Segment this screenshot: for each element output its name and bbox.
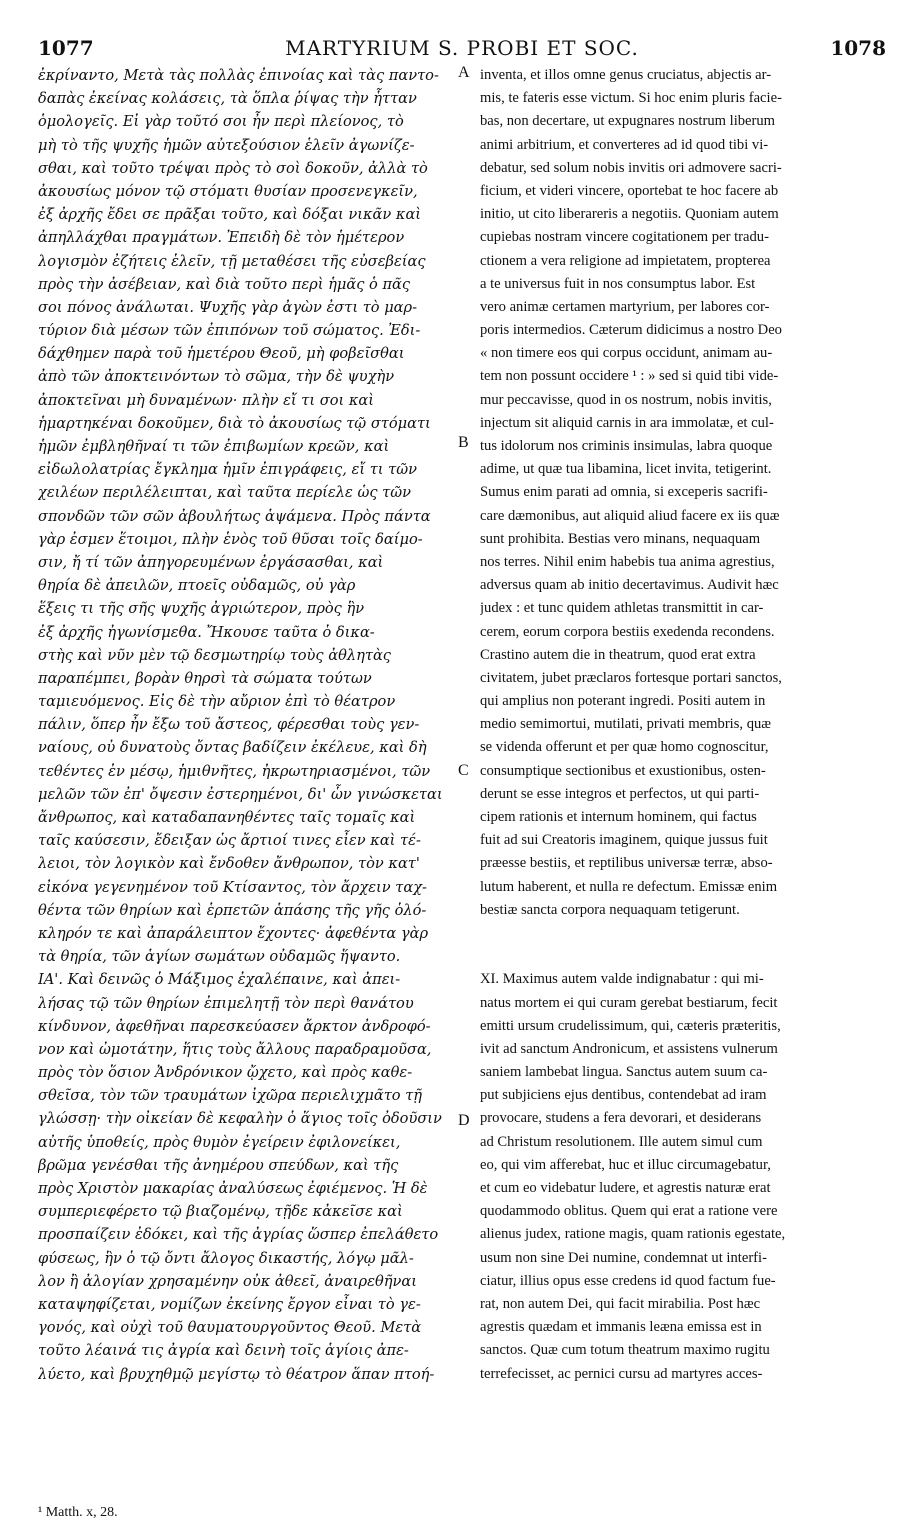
latin-line: cupiebas nostram vincere cogitationem per tradu-: [480, 229, 769, 246]
greek-line: αὐτῆς ὑποθείς, πρὸς θυμὸν ἐγείρειν ἐφιλονείκει,: [38, 1133, 401, 1151]
margin-marker-d: D: [458, 1112, 470, 1129]
greek-line: ἡμῶν ἐμβληθῆναί τι τῶν ἐπιβωμίων κρεῶν, καὶ: [38, 438, 390, 455]
latin-line: bas, non decertare, ut expugnares nostrum liberum: [480, 113, 776, 130]
latin-line: Crastino autem die in theatrum, quod erat extra: [480, 646, 756, 663]
greek-line: γὰρ ἐσμεν ἕτοιμοι, πλὴν ἑνὸς τοῦ θῦσαι τοῖς δαίμο-: [38, 530, 423, 548]
greek-line: σθεῖσα, τὸν τῶν τραυμάτων ἰχῶρα περιελιχμᾶτο τῇ: [38, 1087, 423, 1105]
greek-line: λειοι, τὸν λογικὸν καὶ ἔνδοθεν ἄνθρωπον, τὸν κατ': [38, 855, 420, 873]
margin-marker-b: B: [458, 434, 469, 451]
greek-line: χειλέων περιλέλειπται, καὶ ταῦτα περίελε ὡς τῶν: [38, 484, 412, 502]
latin-line: ad Christum resolutionem. Ille autem simul cum: [480, 1133, 763, 1150]
greek-line: δάχθημεν παρὰ τοῦ ἡμετέρου Θεοῦ, μὴ φοβεῖσθαι: [38, 345, 405, 363]
greek-line: ἀκουσίως μόνον τῷ στόματι θυσίαν προσενεγκεῖν,: [38, 182, 418, 200]
latin-line: derunt se esse integros et perfectos, ut qui parti-: [480, 785, 760, 802]
latin-line: inventa, et illos omne genus cruciatus, abjectis ar-: [480, 67, 772, 83]
latin-line: se videnda offerunt et per quæ homo cognoscitur,: [480, 739, 769, 756]
latin-line: poris intermedios. Cæterum didicimus a nostro Deo: [480, 322, 782, 339]
greek-line: σπονδῶν τῶν σῶν ἀβουλήτως ἁψάμενα. Πρὸς πάντα: [38, 507, 431, 525]
greek-line: ἄνθρωπος, καὶ καταδαπανηθέντες ταῖς τομαῖς καὶ: [38, 809, 416, 826]
greek-line: γλώσσῃ· τὴν οἰκείαν δὲ κεφαλὴν ὁ ἅγιος τοῖς ὀδοῦσιν: [38, 1110, 442, 1128]
greek-line: λήσας τῷ τῶν θηρίων ἐπιμελητῇ τὸν περὶ θανάτου: [38, 994, 414, 1012]
latin-line: et cum eo videbatur ludere, et agrestis naturæ erat: [480, 1180, 771, 1196]
greek-line: ἐξ ἀρχῆς ἠγωνίσμεθα. Ἤκουσε ταῦτα ὁ δικα-: [38, 623, 375, 641]
latin-line: ficium, et videri vincere, oportebat te hoc facere ab: [480, 182, 779, 199]
latin-line: eo, qui vim afferebat, huc et illuc circumagebatur,: [480, 1156, 771, 1173]
greek-line: ταῖς καύσεσιν, ἔδειξαν ὡς ἄρτιοί τινες εἶεν καὶ τέ-: [38, 832, 421, 850]
greek-line: λον ἢ ἀλογίαν χρησαμένην οὐκ ἀθεεῖ, ἀναιρεθῆναι: [38, 1272, 417, 1290]
greek-line: ἐκρίναντο, Μετὰ τὰς πολλὰς ἐπινοίας καὶ τὰς παντο-: [38, 67, 439, 84]
greek-line: ἡμαρτηκέναι δοκοῦμεν, διὰ τὸ ἀκουσίως τῷ στόματι: [38, 414, 431, 432]
greek-line: ἕξεις τι τῆς σῆς ψυχῆς ἀγριώτερον, πρὸς ἣν: [38, 600, 365, 618]
greek-line: λογισμὸν ἐζήτεις ἑλεῖν, τῇ μεταθέσει τῆς εὐσεβείας: [38, 252, 426, 270]
greek-line: τὰ θηρία, τῶν ἁγίων σωμάτων οὐδαμῶς ἥψαντο.: [38, 948, 401, 966]
greek-line: ὁμολογεῖς. Εἰ γὰρ τοῦτό σοι ἦν περὶ πλείονος, τὸ: [38, 113, 404, 131]
latin-line: qui amplius non poterant ingredi. Positi autem in: [480, 693, 766, 710]
latin-line: vero animæ certamen martyrium, per labores cor-: [480, 298, 770, 315]
running-title: MARTYRIUM S. PROBI ET SOC.: [285, 36, 639, 60]
page-number-left: 1077: [38, 36, 94, 60]
greek-line: ἀποκτεῖναι μὴ δυναμένων· πλὴν εἴ τι σοι καὶ: [38, 391, 374, 409]
latin-line: consumptique sectionibus et exustionibus, osten-: [480, 762, 766, 779]
greek-line: σθαι, καὶ τοῦτο τρέψαι πρὸς τὸ σοὶ δοκοῦν, ἀλλὰ τὸ: [38, 159, 428, 177]
latin-line: judex : et tunc quidem athletas transmittit in car-: [480, 600, 764, 617]
greek-line: νον καὶ ὠμοτάτην, ἥτις τοὺς ἄλλους παραδραμοῦσα,: [38, 1040, 432, 1058]
latin-line: tus idolorum nos criminis insimulas, labra quoque: [480, 438, 773, 454]
greek-line: ταμιευόμενος. Εἰς δὲ τὴν αὔριον ἐπὶ τὸ θέατρον: [38, 693, 396, 711]
greek-line: λύετο, καὶ βρυχηθμῷ μεγίστῳ τὸ θέατρον ἅπαν πτοή-: [38, 1365, 435, 1383]
greek-line: δαπὰς ἐκείνας κολάσεις, τὰ ὅπλα ῥίψας τὴν ἧτταν: [38, 90, 417, 108]
page-header: [38, 36, 886, 66]
greek-line: κίνδυνον, ἀφεθῆναι παρεσκεύασεν ἄρκτον ἀνδροφό-: [38, 1017, 431, 1035]
greek-line: στὴς καὶ νῦν μὲν τῷ δεσμωτηρίῳ τοὺς ἀθλητὰς: [38, 646, 391, 664]
latin-line: « non timere eos qui corpus occidunt, animam au-: [480, 345, 773, 362]
latin-line: præesse bestiis, et reptilibus universæ terræ, abso-: [480, 855, 773, 872]
greek-line: ΙΑ'. Καὶ δεινῶς ὁ Μάξιμος ἐχαλέπαινε, καὶ ἀπει-: [38, 971, 401, 989]
greek-line: τεθέντες ἐν μέσῳ, ἡμιθνῆτες, ἠκρωτηριασμένοι, τῶν: [38, 762, 431, 780]
greek-line: τοῦτο λέαινά τις ἀγρία καὶ δεινὴ τοῖς ἁγίοις ἀπε-: [38, 1342, 409, 1360]
greek-line: προσπαίζειν ἐδόκει, καὶ τῆς ἀγρίας ὥσπερ ἐπελάθετο: [38, 1226, 439, 1244]
greek-line: πάλιν, ὅπερ ἦν ἔξω τοῦ ἄστεος, φέρεσθαι τοὺς γεν-: [38, 716, 420, 734]
margin-marker-a: A: [458, 64, 470, 81]
greek-line: εἰκόνα γεγενημένον τοῦ Κτίσαντος, τὸν ἄρχειν ταχ-: [38, 878, 427, 896]
latin-line: adversus quam ab initio decertavimus. Audivit hæc: [480, 577, 779, 594]
greek-line: σοι πόνος ἀνάλωται. Ψυχῆς γὰρ ἀγὼν ἐστι τὸ μαρ-: [38, 298, 418, 316]
greek-line: μελῶν τῶν ἐπ' ὄψεσιν ἐστερημένοι, δι' ὧν γινώσκεται: [38, 785, 443, 803]
latin-line: mis, te fateris esse victum. Si hoc enim pluris facie-: [480, 90, 782, 107]
latin-line: provocare, studens a fera devorari, et desiderans: [480, 1110, 762, 1127]
greek-line: ἀπὸ τῶν ἀποκτεινόντων τὸ σῶμα, τὴν δὲ ψυχὴν: [38, 368, 395, 386]
latin-line: nos terres. Nihil enim habebis tua anima agrestius,: [480, 553, 775, 570]
greek-line: μὴ τὸ τῆς ψυχῆς ἡμῶν αὐτεξούσιον ἑλεῖν ἀγωνίζε-: [38, 136, 415, 154]
latin-line: XI. Maximus autem valde indignabatur : qui mi-: [480, 971, 764, 988]
greek-line: πρὸς τὸν ὅσιον Ἀνδρόνικον ᾤχετο, καὶ πρὸς καθε-: [38, 1064, 413, 1082]
latin-line: [480, 945, 882, 968]
greek-line: φύσεως, ἣν ὁ τῷ ὄντι ἄλογος δικαστής, λόγῳ μᾶλ-: [38, 1249, 414, 1267]
latin-line: cipem rationis et internum hominem, qui factus: [480, 809, 757, 825]
greek-line: θέντα τῶν θηρίων καὶ ἑρπετῶν ἁπάσης τῆς γῆς ὁλό-: [38, 901, 427, 919]
latin-line: fuit ad sui Creatoris imaginem, quique jussus fuit: [480, 832, 768, 849]
latin-line: Sumus enim parati ad omnia, si exceperis sacrifi-: [480, 484, 768, 501]
latin-line: rat, non autem Dei, qui facit mirabilia. Post hæc: [480, 1295, 761, 1312]
greek-line: πρὸς τὴν ἀσέβειαν, καὶ διὰ τοῦτο περὶ ἡμᾶς ὁ πᾶς: [38, 275, 411, 293]
greek-line: συμπεριεφέρετο τῷ βιαζομένῳ, τῇδε κἀκεῖσε καὶ: [38, 1203, 403, 1221]
latin-line: sanctos. Quæ cum totum theatrum maximo rugitu: [480, 1342, 770, 1359]
greek-line: θηρία δὲ ἀπειλῶν, πτοεῖς οὐδαμῶς, οὐ γὰρ: [38, 577, 356, 595]
latin-line: agrestis quædam et immanis leæna emissa est in: [480, 1319, 762, 1336]
latin-line: cerem, eorum corpora bestiis exedenda recondens.: [480, 623, 775, 640]
greek-line: παραπέμπει, βορὰν θηρσὶ τὰ σώματα τούτων: [38, 669, 372, 687]
latin-line: lutum haberent, et nulla re defectum. Emissæ enim: [480, 878, 778, 895]
latin-line: saniem lambebat lingua. Sanctus autem suum ca-: [480, 1064, 768, 1081]
latin-line: sunt prohibita. Bestias vero minans, nequaquam: [480, 530, 761, 547]
footnote: ¹ Matth. x, 28.: [38, 1505, 118, 1520]
greek-line: ἐξ ἀρχῆς ἔδει σε πρᾶξαι τοῦτο, καὶ δόξαι νικᾶν καὶ: [38, 206, 422, 224]
greek-line: τύριον διὰ μέσων τῶν ἐπιπόνων τοῦ σώματος. Ἐδι-: [38, 322, 421, 340]
latin-line: quodammodo oblitus. Quem qui erat a ratione vere: [480, 1203, 778, 1220]
latin-line: usum non sine Dei numine, condemnat ut interfi-: [480, 1249, 767, 1266]
greek-line: κληρόν τε καὶ ἀπαράλειπτον ἔχοντες· ἀφεθέντα γὰρ: [38, 924, 429, 942]
latin-line: a te universus fuit in nos consumptus labor. Est: [480, 275, 756, 292]
latin-line: ivit ad sanctum Andronicum, et assistens vulnerum: [480, 1040, 778, 1057]
latin-line: natus mortem ei qui curam gerebat bestiarum, fecit: [480, 994, 778, 1011]
greek-line: καταψηφίζεται, νομίζων ἐκείνης ἔργον εἶναι τὸ γε-: [38, 1295, 421, 1313]
greek-column: [38, 64, 456, 1386]
latin-line: mur peccavisse, quod in os nostrum, nobis invitis,: [480, 391, 772, 408]
latin-line: tem non possunt occidere ¹ : » sed si quid tibi vide-: [480, 368, 779, 385]
latin-line: ctionem a vera religione ad impietatem, propterea: [480, 252, 771, 269]
latin-line: debatur, sed solum nobis invitis ori admovere sacri-: [480, 159, 782, 176]
latin-line: initio, ut cito liberareris a negotiis. Quoniam autem: [480, 206, 779, 223]
greek-line: ναίους, οὐ δυνατοὺς ὄντας βαδίζειν ἐκέλευε, καὶ δὴ: [38, 739, 427, 757]
latin-line: medio semimortui, mutilati, privati membris, quæ: [480, 716, 772, 733]
latin-line: terrefecisset, ac pernici cursu ad martyres acces-: [480, 1365, 763, 1382]
greek-line: σιν, ἤ τί τῶν ἀπηγορευμένων ἐργάσασθαι, καὶ: [38, 553, 384, 571]
margin-marker-c: C: [458, 762, 469, 779]
latin-line: put subjiciens ejus dentibus, contendebat ad iram: [480, 1087, 767, 1104]
latin-line: care dæmonibus, aut aliquid aliud facere ex iis quæ: [480, 507, 780, 524]
latin-line: [480, 922, 882, 945]
greek-line: ἀπηλλάχθαι πραγμάτων. Ἐπειδὴ δὲ τὸν ἡμέτερον: [38, 229, 405, 247]
greek-line: βρῶμα γενέσθαι τῆς ἀνημέρου σπεύδων, καὶ τῆς: [38, 1156, 399, 1174]
latin-line: ciatur, illius opus esse credens id quod factum fue-: [480, 1272, 776, 1289]
greek-line: πρὸς Χριστὸν μακαρίας ἀναλύσεως ἐφιέμενος. Ἡ δὲ: [38, 1180, 428, 1197]
latin-line: bestiæ sancta corpora nequaquam tetigerunt.: [480, 901, 740, 918]
latin-line: civitatem, jubet præclaros fortesque portari sanctos,: [480, 669, 782, 686]
greek-line: γονός, καὶ οὐχὶ τοῦ θαυματουργοῦντος Θεοῦ. Μετὰ: [38, 1319, 422, 1337]
latin-line: emitti ursum crudelissimum, qui, cæteris præteritis,: [480, 1017, 781, 1034]
latin-column: [480, 64, 882, 1386]
page-number-right: 1078: [830, 36, 886, 60]
latin-line: injectum sit aliquid carnis in ara immolatæ, et cul-: [480, 414, 774, 431]
latin-line: animi arbitrium, et converteres ad id quod tibi vi-: [480, 136, 769, 153]
greek-line: εἰδωλολατρίας ἔγκλημα ἡμῖν ἐπιγράφεις, εἴ τι τῶν: [38, 461, 417, 479]
latin-line: alienus judex, ratione magis, quam rationis egestate,: [480, 1226, 786, 1243]
latin-line: adime, ut quæ tua libamina, licet invita, tetigerint.: [480, 461, 772, 478]
